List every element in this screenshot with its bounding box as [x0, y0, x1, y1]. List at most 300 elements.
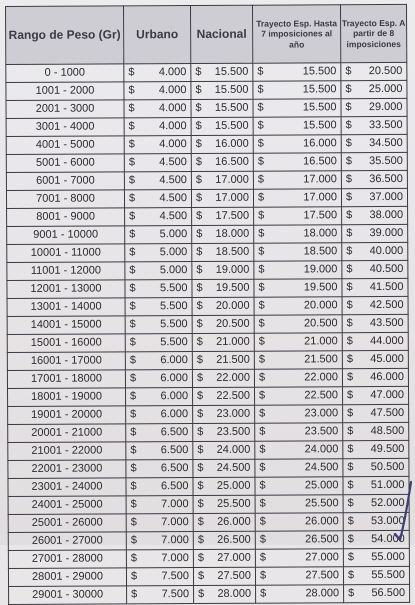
price-cell-esp-hasta-7 — [254, 315, 342, 333]
price-cell-urbano — [125, 226, 192, 244]
price-cell-urbano — [125, 352, 192, 370]
price-cell-esp-a-partir-8 — [342, 350, 408, 368]
price-cell-urbano — [126, 388, 193, 406]
currency-symbol: $ — [346, 245, 353, 258]
currency-symbol: $ — [346, 335, 353, 348]
price-amount: 22.500 — [304, 389, 339, 402]
price-cell-esp-hasta-7 — [255, 441, 343, 459]
currency-symbol: $ — [347, 551, 355, 564]
price-amount: 40.500 — [369, 262, 404, 276]
table-row — [7, 332, 408, 352]
price-amount: 15.500 — [302, 101, 337, 114]
table-row — [6, 80, 407, 100]
price-amount: 15.500 — [214, 119, 249, 132]
currency-symbol: $ — [197, 479, 204, 492]
weight-range-cell: 20001 - 21000 — [8, 424, 126, 443]
price-amount: 26.000 — [217, 515, 251, 528]
price-amount: 5.000 — [159, 264, 188, 277]
table-row — [6, 62, 407, 82]
price-cell-esp-a-partir-8 — [341, 152, 407, 170]
table-row — [8, 422, 409, 442]
weight-range-cell: 21001 - 22000 — [8, 442, 126, 461]
table-row — [7, 224, 408, 244]
price-cell-nacional — [193, 423, 255, 441]
price-amount: 16.500 — [303, 155, 337, 168]
price-amount: 36.500 — [369, 172, 403, 186]
weight-range-cell: 12001 - 13000 — [7, 280, 125, 299]
price-cell-esp-hasta-7 — [254, 243, 342, 261]
price-amount: 44.000 — [370, 334, 404, 348]
price-cell-esp-a-partir-8 — [341, 188, 407, 206]
price-cell-esp-hasta-7 — [255, 459, 343, 477]
price-amount: 22.000 — [216, 371, 250, 384]
price-amount: 21.000 — [304, 335, 338, 348]
table-row — [7, 206, 408, 226]
price-amount: 7.500 — [161, 570, 190, 583]
currency-symbol: $ — [130, 570, 138, 583]
price-cell-urbano — [125, 244, 192, 262]
weight-range-cell: 16001 - 17000 — [7, 352, 125, 371]
table-row — [8, 476, 409, 496]
price-cell-esp-a-partir-8 — [344, 584, 410, 602]
price-cell-nacional — [193, 495, 255, 513]
price-amount: 18.000 — [303, 227, 338, 240]
currency-symbol: $ — [259, 461, 266, 474]
price-amount: 5.000 — [159, 228, 188, 241]
price-amount: 4.500 — [159, 192, 188, 205]
price-cell-esp-hasta-7 — [255, 531, 343, 549]
price-cell-urbano — [124, 154, 191, 172]
currency-symbol: $ — [258, 263, 265, 276]
price-amount: 16.500 — [215, 155, 249, 168]
price-amount: 17.000 — [303, 191, 338, 204]
price-amount: 4.000 — [159, 138, 187, 151]
weight-rate-table — [5, 4, 410, 605]
table-row — [6, 134, 407, 154]
currency-symbol: $ — [129, 246, 136, 259]
price-amount: 55.500 — [371, 568, 406, 582]
currency-symbol: $ — [348, 587, 355, 600]
price-cell-urbano — [125, 262, 192, 280]
table-row — [8, 548, 409, 568]
price-amount: 22.000 — [304, 371, 338, 384]
price-cell-nacional — [191, 81, 253, 99]
price-amount: 15.500 — [214, 83, 249, 96]
currency-symbol: $ — [130, 534, 137, 547]
price-amount: 7.500 — [161, 588, 190, 601]
price-amount: 27.000 — [305, 551, 339, 564]
price-amount: 54.000 — [371, 532, 405, 546]
currency-symbol: $ — [257, 65, 264, 78]
price-cell-esp-a-partir-8 — [342, 332, 408, 350]
currency-symbol: $ — [131, 588, 138, 601]
price-amount: 38.000 — [369, 208, 404, 222]
price-amount: 25.500 — [304, 497, 339, 510]
price-amount: 4.000 — [158, 66, 187, 79]
table-row — [8, 494, 409, 514]
price-amount: 43.500 — [369, 316, 404, 330]
table-row — [6, 152, 407, 172]
price-amount: 20.000 — [303, 299, 338, 312]
currency-symbol: $ — [258, 335, 265, 348]
price-cell-urbano — [126, 442, 193, 460]
price-cell-nacional — [193, 549, 255, 567]
table-row — [7, 350, 408, 370]
currency-symbol: $ — [259, 569, 267, 582]
price-amount: 17.000 — [215, 191, 250, 204]
price-amount: 20.000 — [215, 299, 250, 312]
price-cell-esp-hasta-7 — [253, 135, 341, 153]
price-amount: 21.500 — [216, 353, 250, 366]
weight-range-cell: 15001 - 16000 — [7, 334, 125, 353]
price-amount: 49.500 — [370, 442, 405, 456]
price-cell-nacional — [191, 171, 253, 189]
price-amount: 6.000 — [160, 372, 188, 385]
price-cell-esp-hasta-7 — [255, 549, 343, 567]
currency-symbol: $ — [196, 335, 203, 349]
currency-symbol: $ — [258, 281, 265, 294]
currency-symbol: $ — [128, 84, 135, 97]
currency-symbol: $ — [259, 479, 266, 492]
price-amount: 19.500 — [215, 281, 250, 294]
currency-symbol: $ — [345, 83, 352, 96]
price-amount: 17.500 — [303, 209, 338, 222]
currency-symbol: $ — [260, 587, 267, 600]
currency-symbol: $ — [197, 407, 204, 420]
currency-symbol: $ — [197, 425, 204, 438]
price-cell-urbano — [124, 190, 191, 208]
price-cell-esp-a-partir-8 — [341, 116, 407, 134]
currency-symbol: $ — [346, 371, 354, 384]
price-cell-esp-a-partir-8 — [342, 206, 408, 224]
price-amount: 18.500 — [303, 245, 338, 258]
weight-range-cell: 2001 - 3000 — [6, 100, 124, 119]
currency-symbol: $ — [258, 227, 265, 240]
price-amount: 19.000 — [215, 263, 250, 276]
price-amount: 34.500 — [369, 136, 403, 150]
price-cell-urbano — [124, 172, 191, 190]
price-amount: 55.000 — [371, 550, 405, 564]
price-cell-nacional — [192, 333, 254, 351]
currency-symbol: $ — [259, 497, 266, 510]
price-amount: 4.000 — [159, 120, 187, 133]
currency-symbol: $ — [130, 516, 137, 529]
currency-symbol: $ — [259, 407, 266, 420]
price-amount: 45.000 — [370, 352, 404, 366]
price-cell-esp-hasta-7 — [254, 225, 342, 243]
price-amount: 47.500 — [370, 406, 405, 420]
table-row — [7, 314, 408, 334]
price-amount: 15.500 — [302, 83, 337, 96]
currency-symbol: $ — [196, 227, 203, 241]
price-cell-esp-a-partir-8 — [342, 386, 408, 404]
weight-range-cell: 13001 - 14000 — [7, 298, 125, 317]
weight-range-cell: 28001 - 29000 — [8, 568, 126, 587]
price-cell-esp-hasta-7 — [255, 423, 343, 441]
currency-symbol: $ — [197, 569, 205, 582]
price-cell-nacional — [192, 297, 254, 315]
currency-symbol: $ — [197, 461, 204, 474]
price-amount: 24.500 — [216, 461, 251, 474]
price-amount: 33.500 — [368, 118, 403, 132]
price-amount: 16.000 — [303, 137, 337, 150]
price-cell-esp-a-partir-8 — [342, 278, 408, 296]
price-cell-nacional — [193, 477, 255, 495]
price-cell-esp-a-partir-8 — [342, 224, 408, 242]
price-cell-esp-hasta-7 — [255, 495, 343, 513]
price-amount: 4.000 — [158, 102, 187, 115]
currency-symbol: $ — [128, 192, 136, 205]
currency-symbol: $ — [130, 552, 138, 565]
header-special-up-to-7: Trayecto Esp. Hasta 7 imposiciones al año — [252, 5, 340, 63]
currency-symbol: $ — [195, 137, 202, 151]
price-cell-esp-a-partir-8 — [341, 80, 407, 98]
currency-symbol: $ — [130, 408, 137, 421]
currency-symbol: $ — [129, 318, 136, 331]
currency-symbol: $ — [129, 210, 136, 223]
weight-range-cell: 3001 - 4000 — [6, 118, 124, 137]
price-cell-urbano — [126, 424, 193, 442]
price-amount: 7.000 — [161, 498, 189, 511]
currency-symbol: $ — [196, 371, 204, 384]
currency-symbol: $ — [129, 228, 136, 241]
weight-range-cell: 6001 - 7000 — [6, 172, 124, 191]
table-row — [9, 584, 410, 604]
currency-symbol: $ — [129, 336, 136, 349]
price-cell-esp-a-partir-8 — [343, 422, 409, 440]
price-amount: 27.000 — [217, 551, 251, 564]
currency-symbol: $ — [259, 551, 267, 564]
weight-range-cell: 0 - 1000 — [6, 64, 124, 83]
price-amount: 6.500 — [160, 426, 189, 439]
price-cell-esp-a-partir-8 — [343, 458, 409, 476]
price-cell-esp-hasta-7 — [253, 63, 341, 81]
price-cell-esp-a-partir-8 — [342, 296, 408, 314]
price-cell-urbano — [125, 316, 192, 334]
price-amount: 5.500 — [160, 336, 188, 349]
price-cell-esp-hasta-7 — [253, 99, 341, 117]
price-cell-nacional — [193, 567, 255, 585]
currency-symbol: $ — [258, 371, 266, 384]
currency-symbol: $ — [197, 497, 204, 510]
header-special-from-8: Trayecto Esp. A partir de 8 imposiciones — [340, 4, 406, 62]
table-row — [7, 242, 408, 262]
price-amount: 24.500 — [304, 461, 339, 474]
table-row — [7, 296, 408, 316]
handwritten-checkmark-icon — [393, 480, 415, 542]
currency-symbol: $ — [345, 173, 353, 186]
currency-symbol: $ — [257, 119, 264, 132]
price-cell-urbano — [126, 514, 193, 532]
currency-symbol: $ — [258, 299, 265, 312]
weight-range-cell: 27001 - 28000 — [8, 550, 126, 569]
weight-range-cell: 4001 - 5000 — [6, 136, 124, 155]
price-cell-urbano — [126, 406, 193, 424]
price-amount: 39.000 — [369, 226, 404, 240]
price-amount: 6.500 — [160, 462, 189, 475]
price-cell-esp-hasta-7 — [254, 369, 342, 387]
price-cell-nacional — [192, 243, 254, 261]
currency-symbol: $ — [347, 407, 354, 420]
table-row — [8, 440, 409, 460]
price-cell-esp-a-partir-8 — [342, 314, 408, 332]
currency-symbol: $ — [259, 443, 266, 456]
price-amount: 6.000 — [160, 390, 189, 403]
weight-range-cell: 5001 - 6000 — [6, 154, 124, 173]
price-cell-urbano — [125, 208, 192, 226]
currency-symbol: $ — [129, 264, 136, 277]
table-row — [7, 368, 408, 388]
price-cell-urbano — [124, 100, 191, 118]
price-amount: 17.500 — [215, 209, 250, 222]
price-cell-nacional — [193, 405, 255, 423]
price-amount: 48.500 — [370, 424, 405, 438]
price-amount: 25.000 — [304, 479, 339, 492]
price-amount: 25.000 — [216, 479, 251, 492]
price-cell-urbano — [126, 496, 193, 514]
price-amount: 24.000 — [304, 443, 339, 456]
price-amount: 25.500 — [216, 497, 251, 510]
price-cell-nacional — [191, 117, 253, 135]
currency-symbol: $ — [346, 263, 353, 276]
price-cell-nacional — [191, 63, 253, 81]
weight-range-cell: 29001 - 30000 — [9, 586, 127, 605]
price-cell-nacional — [193, 531, 255, 549]
price-amount: 41.500 — [369, 280, 404, 294]
currency-symbol: $ — [346, 209, 353, 222]
price-cell-esp-a-partir-8 — [341, 170, 407, 188]
currency-symbol: $ — [130, 444, 137, 457]
price-amount: 18.000 — [215, 227, 250, 240]
currency-symbol: $ — [345, 191, 353, 204]
header-nacional: Nacional — [191, 5, 253, 63]
currency-symbol: $ — [128, 156, 135, 169]
currency-symbol: $ — [346, 281, 353, 294]
price-cell-esp-hasta-7 — [253, 153, 341, 171]
currency-symbol: $ — [257, 101, 264, 114]
price-cell-urbano — [126, 478, 193, 496]
price-cell-nacional — [191, 99, 253, 117]
price-cell-nacional — [193, 441, 255, 459]
price-amount: 23.500 — [304, 425, 339, 438]
price-cell-nacional — [191, 189, 253, 207]
price-amount: 19.500 — [303, 281, 338, 294]
price-amount: 23.000 — [216, 407, 251, 420]
price-amount: 17.000 — [303, 173, 337, 186]
currency-symbol: $ — [347, 533, 354, 546]
price-amount: 6.000 — [160, 408, 189, 421]
currency-symbol: $ — [259, 533, 266, 546]
currency-symbol: $ — [345, 155, 352, 168]
price-amount: 22.500 — [216, 389, 251, 402]
currency-symbol: $ — [195, 119, 202, 133]
table-row — [6, 116, 407, 136]
price-amount: 20.500 — [215, 317, 250, 330]
price-amount: 15.500 — [302, 65, 337, 78]
price-amount: 17.000 — [215, 173, 249, 186]
price-cell-urbano — [127, 586, 194, 604]
currency-symbol: $ — [130, 390, 137, 403]
currency-symbol: $ — [195, 155, 202, 169]
price-amount: 47.000 — [370, 388, 405, 402]
currency-symbol: $ — [258, 209, 265, 222]
table-row — [7, 260, 408, 280]
price-cell-esp-hasta-7 — [253, 189, 341, 207]
price-amount: 4.500 — [159, 156, 187, 169]
weight-range-cell: 24001 - 25000 — [8, 496, 126, 515]
price-cell-esp-a-partir-8 — [342, 242, 408, 260]
currency-symbol: $ — [130, 426, 137, 439]
price-cell-urbano — [125, 334, 192, 352]
currency-symbol: $ — [197, 551, 205, 564]
price-cell-esp-a-partir-8 — [341, 62, 407, 80]
header-urbano: Urbano — [124, 6, 191, 64]
price-cell-nacional — [192, 225, 254, 243]
currency-symbol: $ — [347, 569, 355, 582]
weight-range-cell: 19001 - 20000 — [8, 406, 126, 425]
price-cell-esp-hasta-7 — [254, 351, 342, 369]
currency-symbol: $ — [259, 389, 266, 402]
weight-range-cell: 8001 - 9000 — [7, 208, 125, 227]
currency-symbol: $ — [129, 282, 136, 295]
price-cell-esp-hasta-7 — [253, 81, 341, 99]
price-cell-urbano — [124, 82, 191, 100]
currency-symbol: $ — [195, 173, 203, 187]
price-amount: 50.500 — [370, 460, 405, 474]
price-cell-esp-a-partir-8 — [342, 368, 408, 386]
table-row — [8, 566, 409, 586]
price-amount: 7.000 — [161, 534, 189, 547]
currency-symbol: $ — [347, 389, 354, 402]
price-amount: 7.000 — [161, 552, 189, 565]
weight-range-cell: 25001 - 26000 — [8, 514, 126, 533]
currency-symbol: $ — [198, 587, 205, 600]
table-row — [6, 170, 407, 190]
currency-symbol: $ — [130, 462, 137, 475]
currency-symbol: $ — [196, 353, 204, 367]
price-amount: 42.500 — [369, 298, 404, 312]
price-amount: 4.500 — [159, 174, 187, 187]
price-cell-esp-hasta-7 — [253, 171, 341, 189]
price-amount: 21.000 — [216, 335, 250, 348]
price-cell-nacional — [191, 153, 253, 171]
price-cell-urbano — [124, 136, 191, 154]
price-amount: 24.000 — [216, 443, 251, 456]
currency-symbol: $ — [347, 425, 354, 438]
currency-symbol: $ — [346, 299, 353, 312]
price-cell-esp-a-partir-8 — [343, 548, 409, 566]
price-cell-nacional — [192, 351, 254, 369]
price-amount: 37.000 — [369, 190, 404, 204]
currency-symbol: $ — [129, 354, 137, 367]
price-cell-urbano — [125, 298, 192, 316]
price-cell-nacional — [191, 135, 253, 153]
currency-symbol: $ — [128, 138, 135, 151]
currency-symbol: $ — [129, 372, 137, 385]
price-cell-urbano — [126, 532, 193, 550]
currency-symbol: $ — [345, 137, 352, 150]
price-cell-esp-a-partir-8 — [343, 440, 409, 458]
table-row — [8, 530, 409, 550]
price-amount: 15.500 — [214, 101, 249, 114]
weight-range-cell: 10001 - 11000 — [7, 244, 125, 263]
price-amount: 56.500 — [371, 586, 406, 600]
currency-symbol: $ — [197, 533, 204, 546]
price-cell-urbano — [126, 568, 193, 586]
price-amount: 53.000 — [371, 514, 405, 528]
currency-symbol: $ — [345, 101, 352, 114]
currency-symbol: $ — [197, 443, 204, 456]
